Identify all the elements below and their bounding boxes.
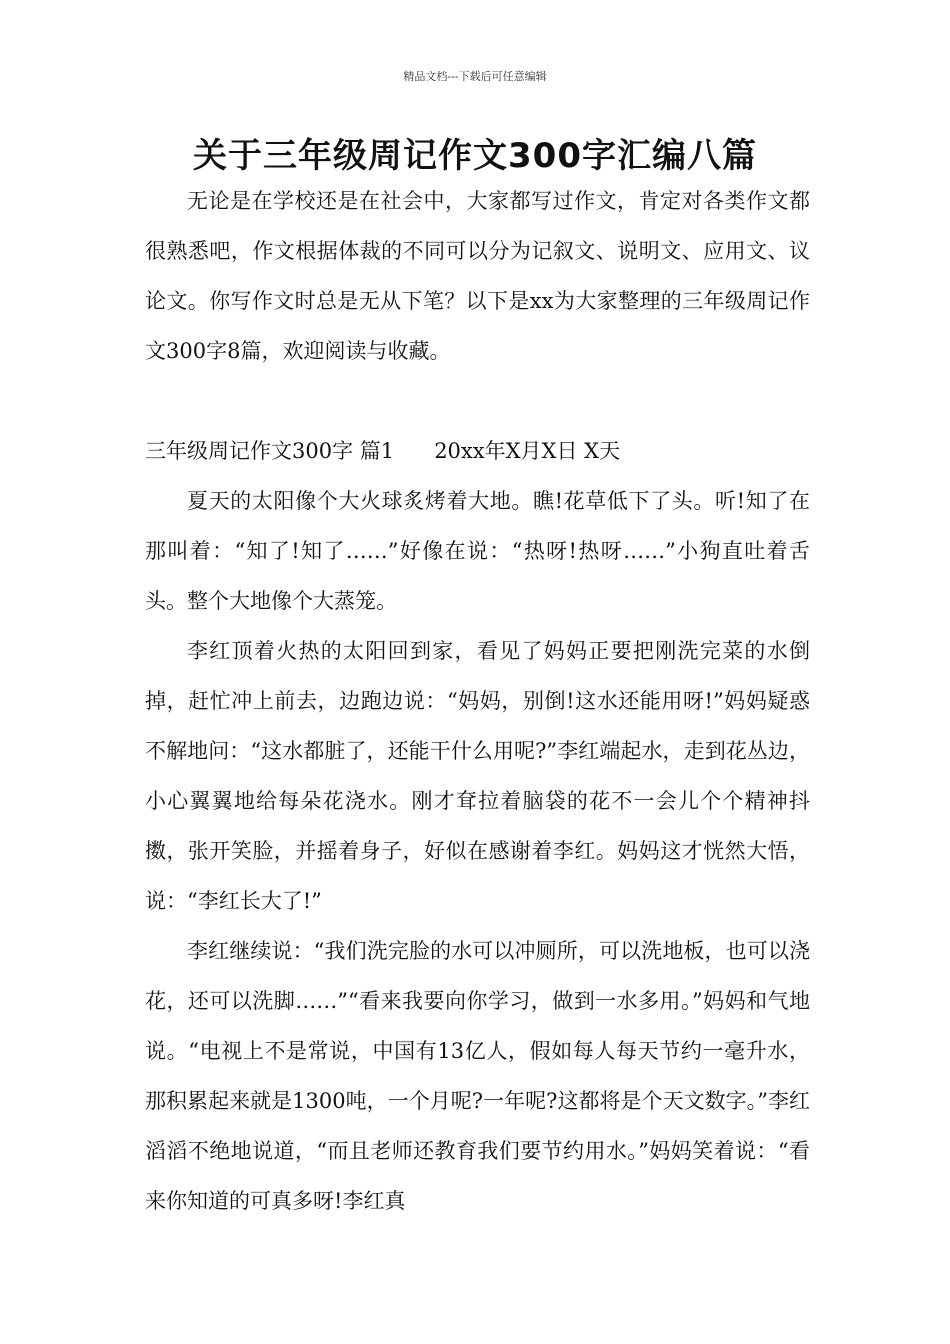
document-title: 关于三年级周记作文300字汇编八篇 — [193, 136, 757, 176]
section-date: 20xx年X月X日 X天 — [434, 439, 621, 463]
body-paragraph: 李红顶着火热的太阳回到家，看见了妈妈正要把刚洗完菜的水倒掉，赶忙冲上前去，边跑边说：“妈妈，别倒!这水还能用呀!”妈妈疑惑不解地问：“这水都脏了，还能干什么用呢?”李红端起水，走到花丛边，小心翼翼地给每朵花浇水。刚才耷拉着脑袋的花不一会儿个个精神抖擞，张开笑脸，并摇着身子，好似在感谢着李红。妈妈这才恍然大悟，说：“李红长大了!” — [145, 639, 810, 913]
document-body — [145, 176, 810, 1226]
spacer — [145, 376, 810, 426]
body-paragraph: 李红继续说：“我们洗完脸的水可以冲厕所，可以洗地板，也可以浇花，还可以洗脚……”“看来我要向你学习，做到一水多用。”妈妈和气地说。“电视上不是常说，中国有13亿人，假如每人每天节约一毫升水，那积累起来就是1300吨，一个月呢?一年呢?这都将是个天文数字。”李红滔滔不绝地说道，“而且老师还教育我们要节约用水。”妈妈笑着说：“看来你知道的可真多呀!李红真 — [145, 939, 810, 1213]
header-note: 精品文档---下载后可任意编辑 — [403, 70, 547, 83]
body-paragraph: 夏天的太阳像个大火球炙烤着大地。瞧!花草低下了头。听!知了在那叫着：“知了!知了……”好像在说：“热呀!热呀……”小狗直吐着舌头。整个大地像个大蒸笼。 — [145, 489, 810, 613]
intro-paragraph: 无论是在学校还是在社会中，大家都写过作文，肯定对各类作文都很熟悉吧，作文根据体裁的不同可以分为记叙文、说明文、应用文、议论文。你写作文时总是无从下笔？以下是xx为大家整理的三年级周记作文300字8篇，欢迎阅读与收藏。 — [145, 189, 810, 363]
section-heading — [145, 426, 810, 476]
section-title: 三年级周记作文300字 篇1 — [145, 439, 395, 463]
